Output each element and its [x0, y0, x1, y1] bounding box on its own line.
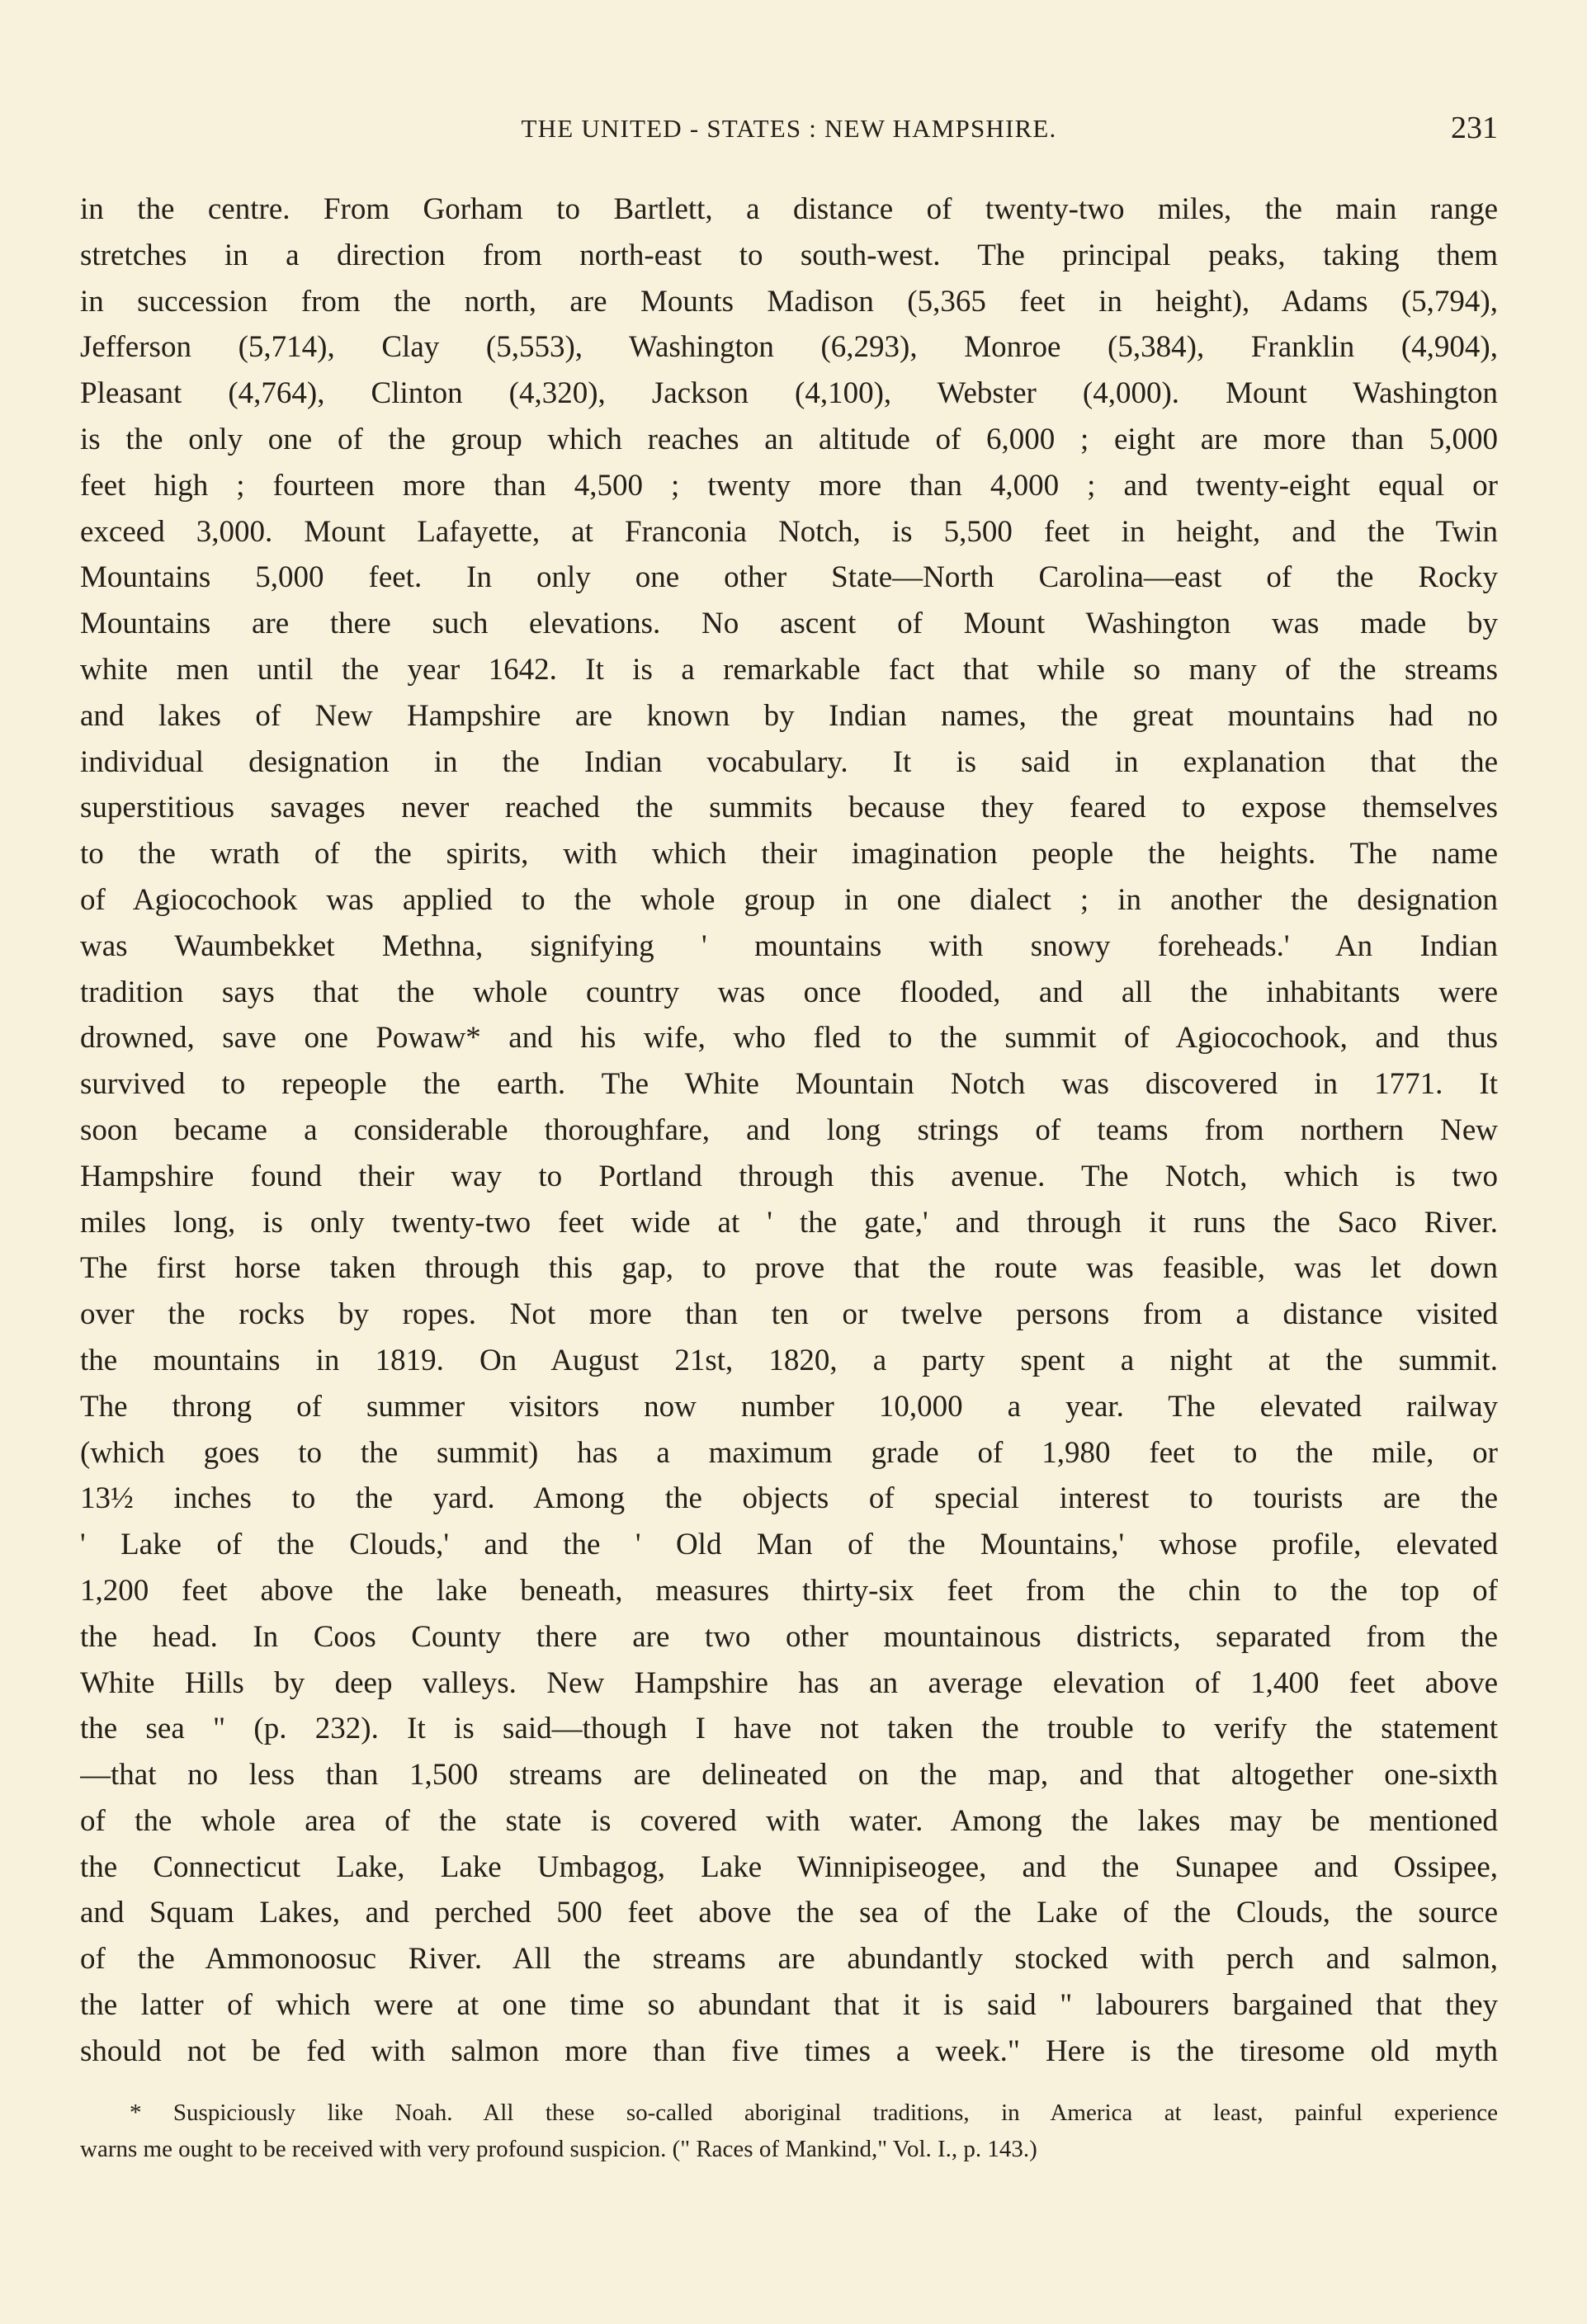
- text-line: the head. In Coos County there are two other mountainous districts, separated from the: [80, 1619, 1498, 1654]
- text-line: The throng of summer visitors now number 10,000 a year. The elevated railway: [80, 1389, 1498, 1424]
- text-line: of the Ammonoosuc River. All the streams are abundantly stocked with perch and salmon,: [80, 1942, 1498, 1977]
- text-line: the mountains in 1819. On August 21st, 1820, a party spent a night at the summit.: [80, 1343, 1498, 1377]
- text-line: the sea " (p. 232). It is said—though I have not taken the trouble to verify the statement: [80, 1712, 1498, 1746]
- text-line: 13½ inches to the yard. Among the objects of special interest to tourists are the: [80, 1481, 1498, 1516]
- footnote-line: * Suspiciously like Noah. All these so-called aboriginal traditions, in America at least, painful experience: [130, 2100, 1498, 2126]
- text-line: ' Lake of the Clouds,' and the ' Old Man of the Mountains,' whose profile, elevated: [80, 1528, 1498, 1562]
- text-line: of the whole area of the state is covered with water. Among the lakes may be mentioned: [80, 1803, 1498, 1838]
- text-line: soon became a considerable thoroughfare, and long strings of teams from northern New: [80, 1112, 1498, 1147]
- text-line: and Squam Lakes, and perched 500 feet above the sea of the Lake of the Clouds, the source: [80, 1896, 1498, 1930]
- text-line: of Agiocochook was applied to the whole group in one dialect ; in another the designation: [80, 882, 1498, 917]
- text-line: The first horse taken through this gap, to prove that the route was feasible, was let down: [80, 1251, 1498, 1286]
- text-line: White Hills by deep valleys. New Hampshire has an average elevation of 1,400 feet above: [80, 1665, 1498, 1700]
- text-line: individual designation in the Indian vocabulary. It is said in explanation that the: [80, 744, 1498, 779]
- text-line: superstitious savages never reached the summits because they feared to expose themselves: [80, 791, 1498, 825]
- text-line: is the only one of the group which reaches an altitude of 6,000 ; eight are more than 5,000: [80, 422, 1498, 456]
- text-line: Mountains are there such elevations. No ascent of Mount Washington was made by: [80, 607, 1498, 641]
- footnote: [80, 2095, 1498, 2167]
- text-line: Hampshire found their way to Portland through this avenue. The Notch, which is two: [80, 1159, 1498, 1193]
- text-line: Jefferson (5,714), Clay (5,553), Washington (6,293), Monroe (5,384), Franklin (4,904),: [80, 330, 1498, 365]
- text-line: should not be fed with salmon more than five times a week." Here is the tiresome old myth: [80, 2034, 1498, 2068]
- text-line: the Connecticut Lake, Lake Umbagog, Lake Winnipiseogee, and the Sunapee and Ossipee,: [80, 1849, 1498, 1884]
- text-line: exceed 3,000. Mount Lafayette, at Franconia Notch, is 5,500 feet in height, and the Twin: [80, 514, 1498, 549]
- text-line: in the centre. From Gorham to Bartlett, a distance of twenty-two miles, the main range: [80, 192, 1498, 226]
- text-line: Mountains 5,000 feet. In only one other State—North Carolina—east of the Rocky: [80, 560, 1498, 595]
- running-head: THE UNITED - STATES : NEW HAMPSHIRE.: [521, 114, 1057, 143]
- text-line: in succession from the north, are Mounts Madison (5,365 feet in height), Adams (5,794),: [80, 284, 1498, 319]
- text-line: drowned, save one Powaw* and his wife, who fled to the summit of Agiocochook, and thus: [80, 1021, 1498, 1056]
- footnote-line: warns me ought to be received with very profound suspicion. (" Races of Mankind," Vol. I., p. 143.): [80, 2136, 1037, 2162]
- text-line: white men until the year 1642. It is a remarkable fact that while so many of the streams: [80, 652, 1498, 687]
- text-line: stretches in a direction from north-east to south-west. The principal peaks, taking them: [80, 238, 1498, 272]
- text-line: —that no less than 1,500 streams are delineated on the map, and that altogether one-sixth: [80, 1758, 1498, 1793]
- text-line: the latter of which were at one time so abundant that it is said " labourers bargained that they: [80, 1988, 1498, 2023]
- body-text: [80, 187, 1498, 2075]
- text-line: tradition says that the whole country was once flooded, and all the inhabitants were: [80, 975, 1498, 1009]
- text-line: Pleasant (4,764), Clinton (4,320), Jackson (4,100), Webster (4,000). Mount Washington: [80, 376, 1498, 411]
- text-line: and lakes of New Hampshire are known by Indian names, the great mountains had no: [80, 698, 1498, 733]
- text-line: (which goes to the summit) has a maximum grade of 1,980 feet to the mile, or: [80, 1435, 1498, 1470]
- page-number: 231: [1451, 111, 1498, 145]
- text-line: feet high ; fourteen more than 4,500 ; twenty more than 4,000 ; and twenty-eight equal or: [80, 468, 1498, 503]
- text-line: to the wrath of the spirits, with which their imagination people the heights. The name: [80, 837, 1498, 872]
- text-line: survived to repeople the earth. The White Mountain Notch was discovered in 1771. It: [80, 1067, 1498, 1102]
- text-line: 1,200 feet above the lake beneath, measures thirty-six feet from the chin to the top of: [80, 1573, 1498, 1608]
- text-line: miles long, is only twenty-two feet wide at ' the gate,' and through it runs the Saco River.: [80, 1205, 1498, 1240]
- text-line: was Waumbekket Methna, signifying ' mountains with snowy foreheads.' An Indian: [80, 928, 1498, 963]
- text-line: over the rocks by ropes. Not more than ten or twelve persons from a distance visited: [80, 1297, 1498, 1332]
- page-header: [80, 112, 1498, 154]
